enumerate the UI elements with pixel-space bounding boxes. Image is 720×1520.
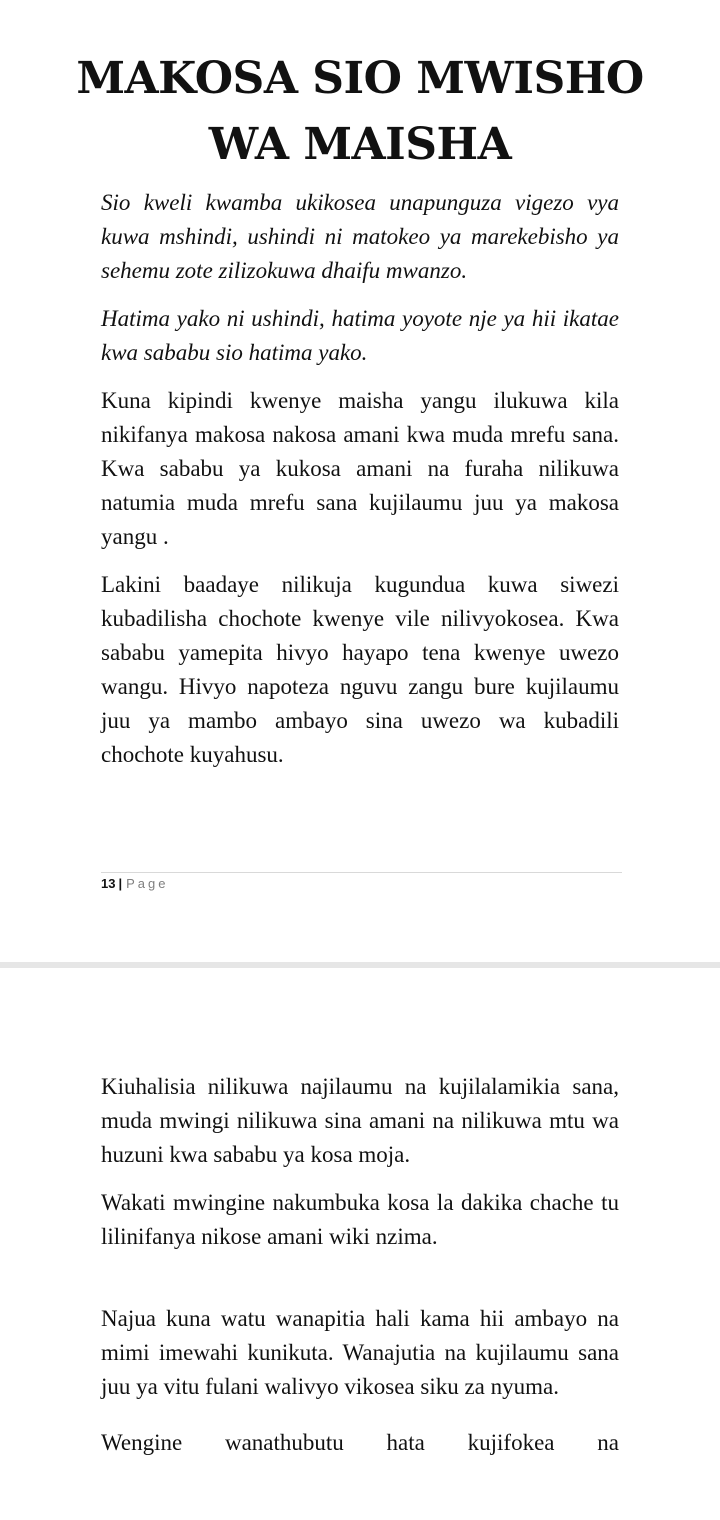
body-paragraph-4: Wakati mwingine nakumbuka kosa la dakika chache tu lilinifanya nikose amani wiki nzima. — [101, 1190, 619, 1249]
intro-paragraph-1: Sio kweli kwamba ukikosea unapunguza vigezo vya kuwa mshindi, ushindi ni matokeo ya marekebisho ya sehemu zote zilizokuwa dhaifu mwanzo. — [101, 190, 619, 283]
page-14-content — [101, 1070, 619, 1474]
body-paragraph-5: Najua kuna watu wanapitia hali kama hii ambayo na mimi imewahi kunikuta. Wanajutia na kujilaumu sana juu ya vitu fulani walivyo vikosea siku za nyuma. — [101, 1306, 619, 1399]
body-paragraph-1: Kuna kipindi kwenye maisha yangu ilukuwa kila nikifanya makosa nakosa amani kwa muda mrefu sana. Kwa sababu ya kukosa amani na furaha nilikuwa natumia muda mrefu sana kujilaumu juu ya makosa yangu . — [101, 388, 619, 549]
body-paragraph-3: Kiuhalisia nilikuwa najilaumu na kujilalamikia sana, muda mwingi nilikuwa sina amani na nilikuwa mtu wa huzuni kwa sababu ya kosa moja. — [101, 1074, 619, 1167]
document-page-14 — [0, 968, 720, 1520]
footer-separator: | — [118, 876, 123, 891]
intro-paragraph-2: Hatima yako ni ushindi, hatima yoyote nje ya hii ikatae kwa sababu sio hatima yako. — [101, 306, 619, 365]
page-footer — [101, 872, 622, 893]
page-label: Page — [126, 876, 169, 891]
page-number: 13 — [101, 876, 116, 891]
body-paragraph-6: Wengine wanathubutu hata kujifokea na — [101, 1430, 619, 1455]
body-paragraph-2: Lakini baadaye nilikuja kugundua kuwa siwezi kubadilisha chochote kwenye vile nilivyokosea. Kwa sababu yamepita hivyo hayapo tena kwenye uwezo wangu. Hivyo napoteza nguvu zangu bure kujilaumu juu ya mambo ambayo sina uwezo wa kubadili chochote kuyahusu. — [101, 572, 619, 767]
chapter-title: MAKOSA SIO MWISHO WA MAISHA — [76, 53, 644, 170]
page-13-content — [76, 46, 644, 786]
